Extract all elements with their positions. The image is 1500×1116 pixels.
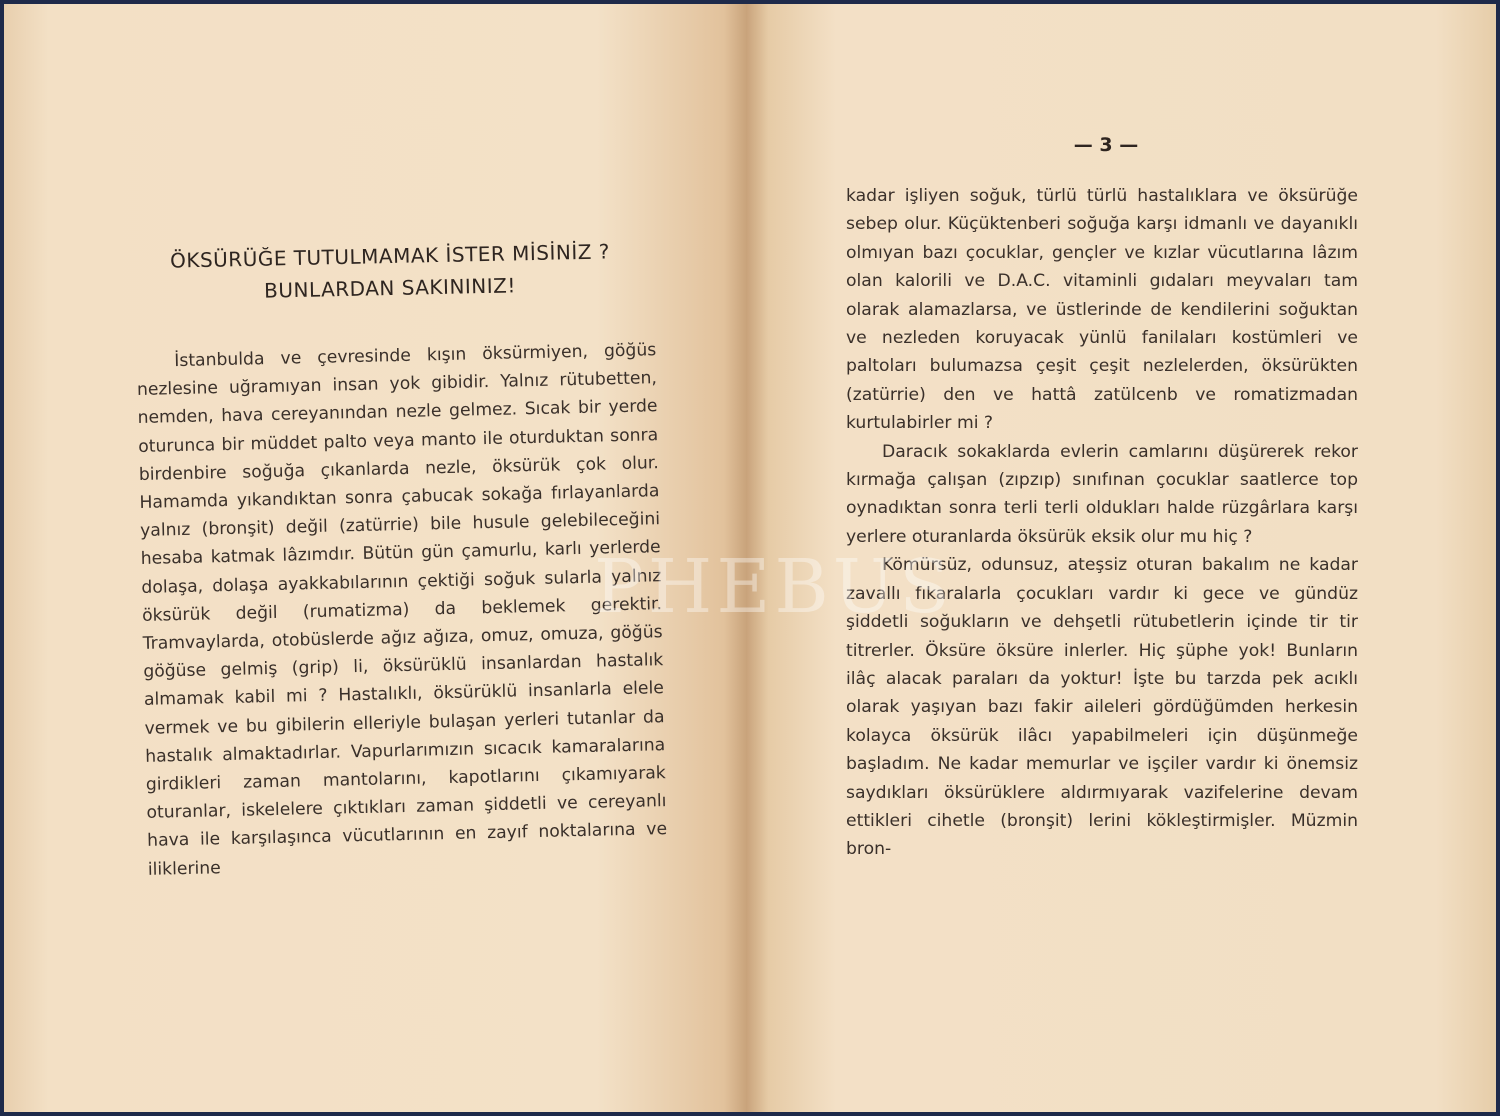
paragraph: Daracık sokaklarda evlerin camlarını düşürerek rekor kırmağa çalışan (zıpzıp) sınıfınan çocuklar saatlerce top oynadıktan sonra terli terli oldukları halde rüzgârlara karşı yerlere oturanlarda öksürük eksik olur mu hiç ? bbox=[846, 441, 1358, 547]
heading-line-1: ÖKSÜRÜĞE TUTULMAMAK İSTER MİSİNİZ ? bbox=[169, 239, 611, 273]
heading-line-2: BUNLARDAN SAKININIZ! bbox=[263, 273, 517, 303]
right-page-body bbox=[846, 182, 1358, 864]
right-page bbox=[746, 4, 1496, 1112]
watermark: PHEBUS bbox=[594, 544, 954, 630]
paragraph: Kömürsüz, odunsuz, ateşsiz oturan bakalım ne kadar zavallı fıkaralarla çocukları vardır ki gece ve gündüz şiddetli soğukların ve dehşetli rütubetlerin içinde tir tir titrerler. Öksüre öksüre inlerler. Hiç şüphe yok! Bunların ilâç alacak paraları da yoktur! İşte bu tarzda pek acıklı olarak yaşıyan bazı fakir aileleri gördüğümden herkesin kolayca öksürük ilâcı yapabilmeleri için düşünmeğe başladım. Ne kadar memurlar ve işçiler vardır ki önemsiz saydıkları öksürüklere aldırmıyarak vazifelerine devam ettikleri cihetle (bronşit) lerini kökleştirmişler. Müzmin bron- bbox=[846, 555, 1358, 860]
left-page bbox=[4, 4, 746, 1112]
open-book bbox=[4, 4, 1496, 1112]
page-number: — 3 — bbox=[1073, 134, 1139, 156]
paragraph: kadar işliyen soğuk, türlü türlü hastalıklara ve öksürüğe sebep olur. Küçüktenberi soğuğa karşı idmanlı ve dayanıklı olmıyan bazı çocuklar, gençler ve kızlar vücutlarına lâzım olan kalorili ve D.A.C. vitaminli gıdaları meyvaları tam olarak alamazlarsa, ve üstlerinde de kendilerini soğuktan ve nezleden koruyacak yünlü fanilaları kostümleri ve paltoları bulumazsa çeşit çeşit nezlelerden, öksürükten (zatürrie) den ve hattâ zatülcenb ve romatizmadan kurtulabirler mi ? bbox=[846, 186, 1358, 434]
left-page-body: İstanbulda ve çevresinde kışın öksürmiyen, göğüs nezlesine uğramıyan insan yok gibidir. Yalnız rütubetten, nemden, hava cereyanından nezle gelmez. Sıcak bir yerde oturunca bir müddet palto veya manto ile oturduktan sonra birdenbire soğuğa çıkanlarda nezle, öksürük çok olur. Hamamda yıkandıktan sonra çabucak sokağa fırlayanlarda yalnız (bronşit) değil (zatürrie) bile husule gelebileceğini hesaba katmak lâzımdır. Bütün gün çamurlu, karlı yerlerde dolaşa, dolaşa ayakkabılarının çektiği soğuk sularla yalnız öksürük değil (rumatizma) da beklemek gerektir. Tramvaylarda, otobüslerde ağız ağıza, omuz, omuza, göğüs göğüse gelmiş (grip) li, öksürüklü insanlardan hastalık almamak kabil mi ? Hastalıklı, öksürüklü insanlarla elele vermek ve bu gibilerin elleriyle bulaşan yerleri tutanlar da hastalık almaktadırlar. Vapurlarımızın sıcacık kamaralarına girdikleri zaman mantolarını, kapotlarını çıkamıyarak oturanlar, iskelelere çıktıkları zaman şiddetli ve cereyanlı hava ile karşılaşınca vücutlarının en zayıf noktalarına ve iliklerine bbox=[136, 340, 668, 880]
